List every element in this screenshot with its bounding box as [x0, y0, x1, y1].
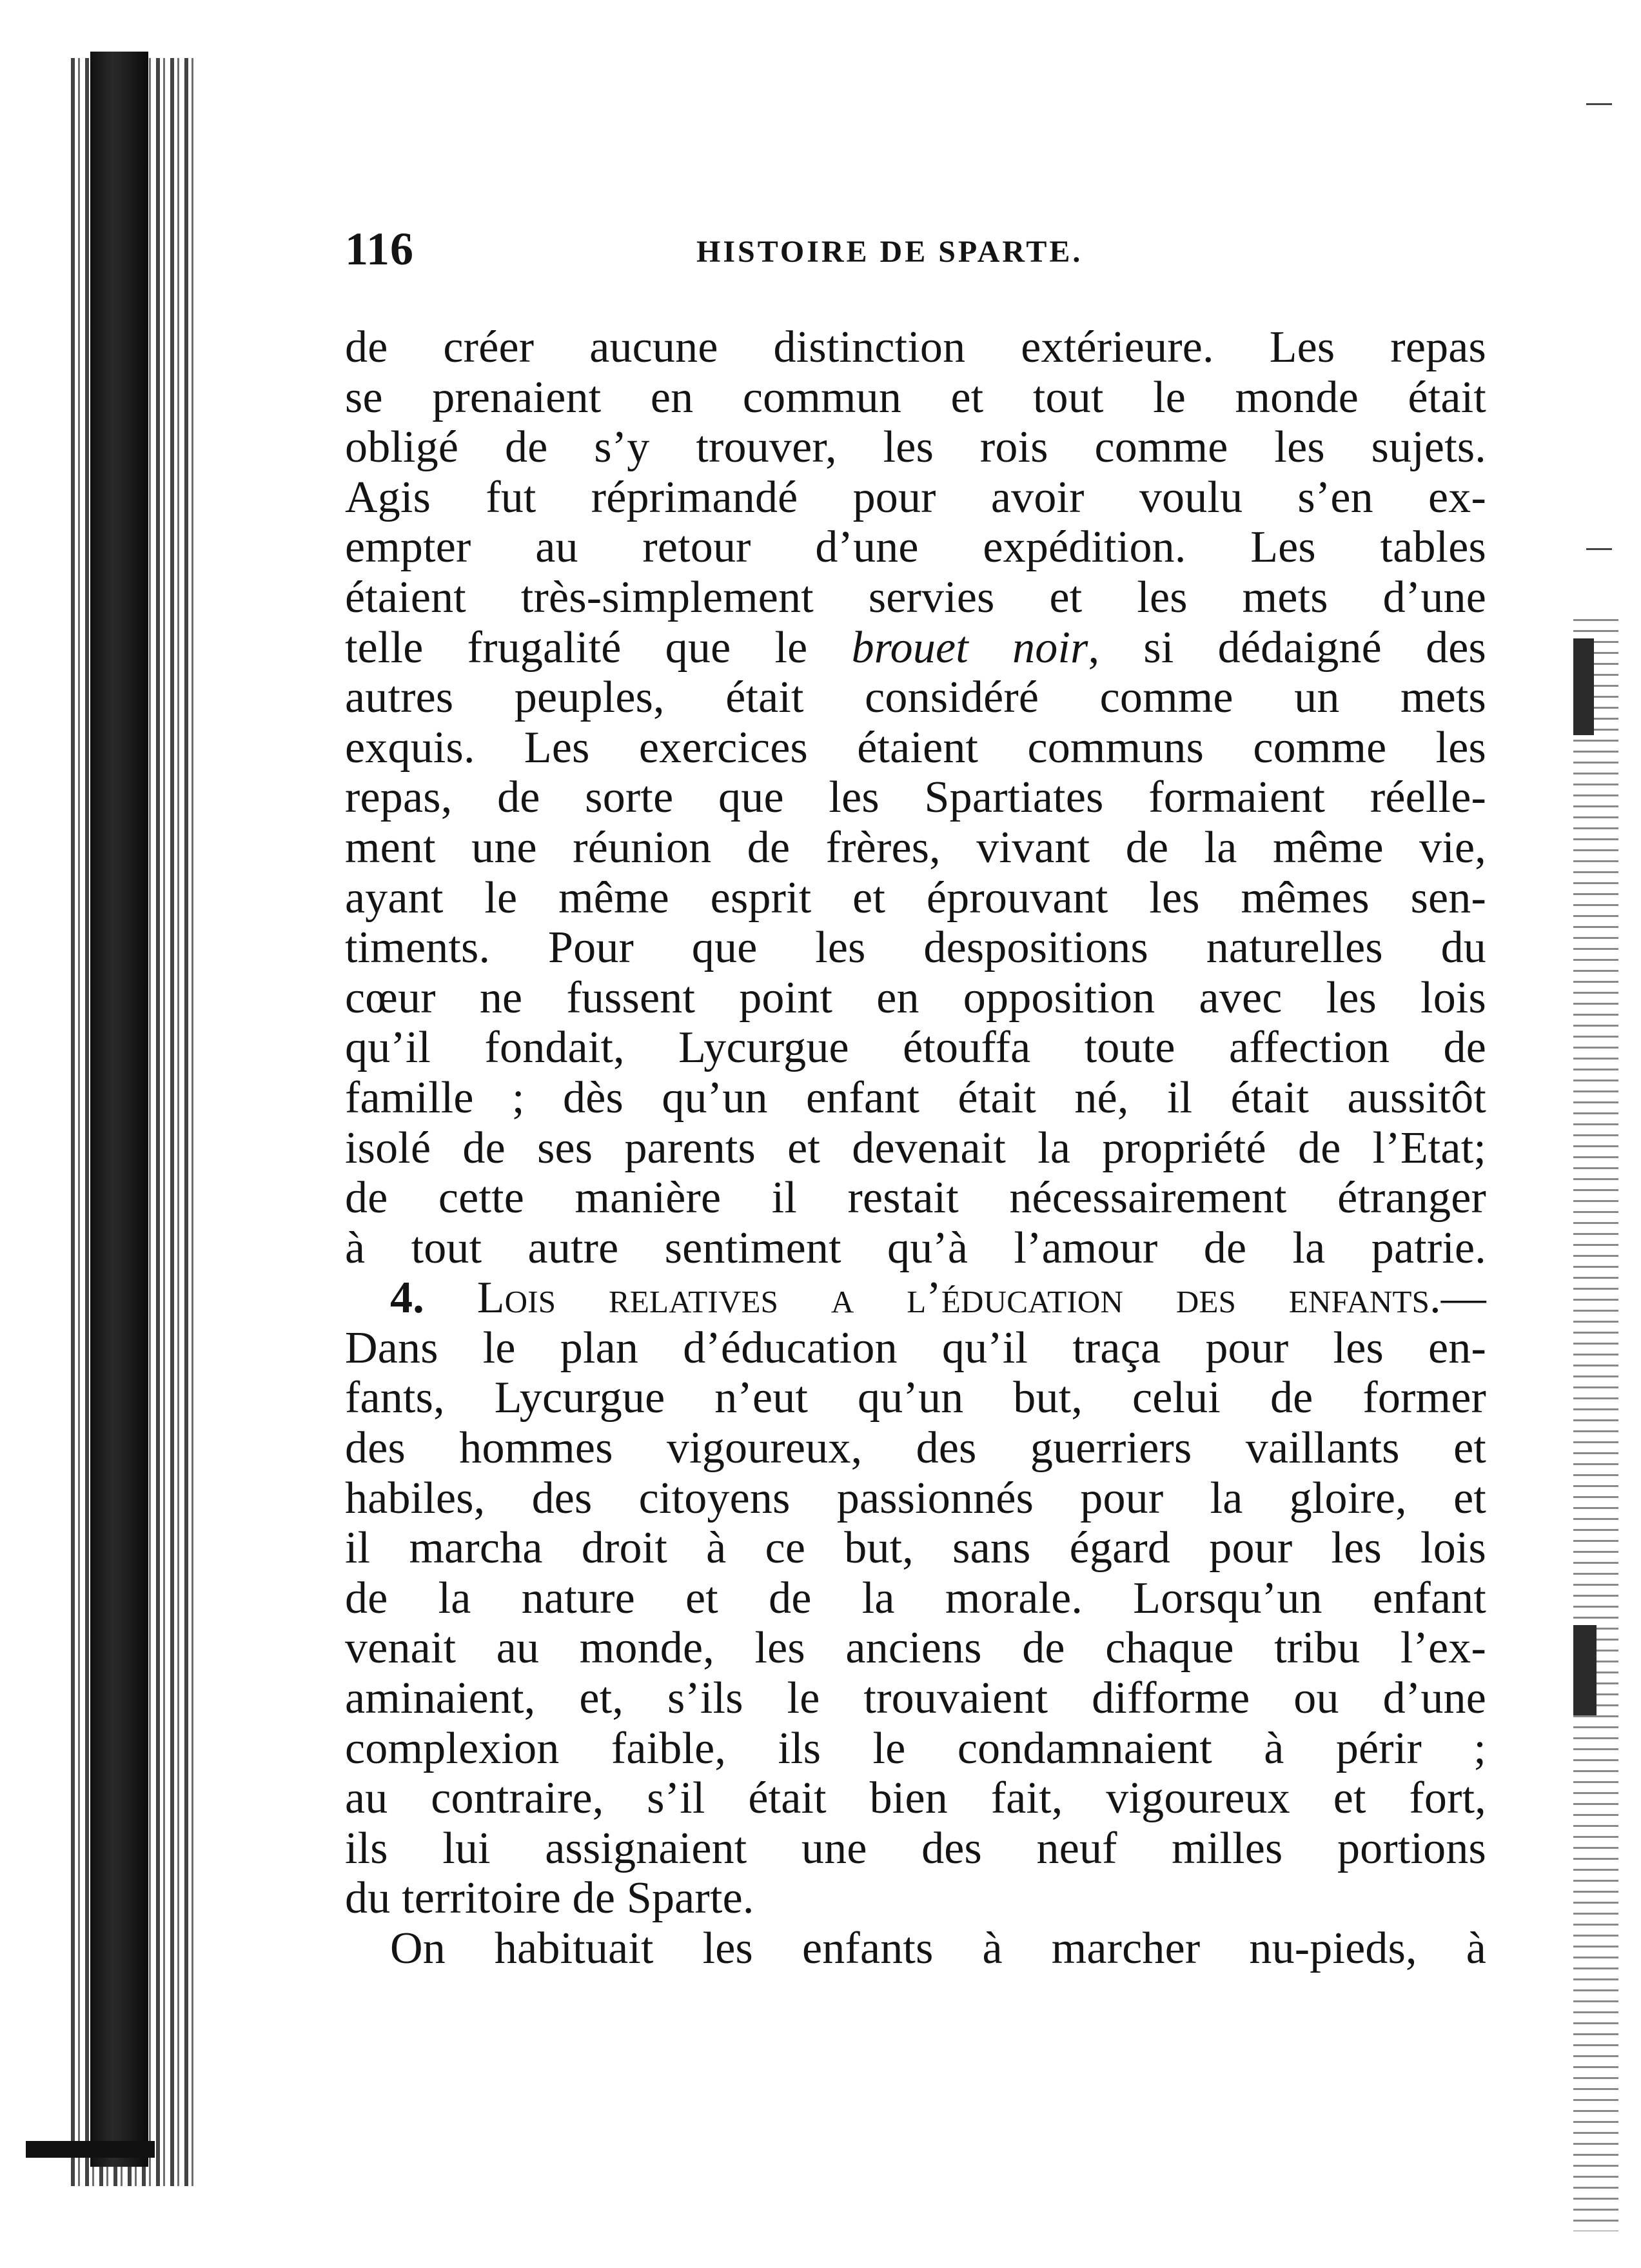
- book-binding-shadow: [90, 52, 148, 2167]
- text-line: fants, Lycurgue n’eut qu’un but, celui de former: [345, 1373, 1486, 1423]
- text-line: Dans le plan d’éducation qu’il traça pour les en-: [345, 1323, 1486, 1373]
- text-line: timents. Pour que les despositions naturelles du: [345, 923, 1486, 973]
- text-line-italic: [345, 623, 1486, 673]
- text-line: qu’il fondait, Lycurgue étouffa toute affection de: [345, 1023, 1486, 1073]
- line-segment: , si dédaigné des: [1088, 622, 1486, 673]
- body-text: [345, 322, 1486, 1974]
- section-heading: [345, 1273, 1486, 1323]
- text-line: repas, de sorte que les Spartiates formaient réelle-: [345, 773, 1486, 823]
- text-line: On habituait les enfants à marcher nu-pieds, à: [390, 1924, 1486, 1973]
- text-line: aminaient, et, s’ils le trouvaient difforme ou d’une: [345, 1673, 1486, 1724]
- line-segment: telle frugalité que le: [345, 622, 852, 673]
- right-edge-tick: [1586, 103, 1612, 105]
- text-line: venait au monde, les anciens de chaque tribu l’ex-: [345, 1623, 1486, 1673]
- text-line: étaient très-simplement servies et les mets d’une: [345, 572, 1486, 622]
- text-line: il marcha droit à ce but, sans égard pour les lois: [345, 1523, 1486, 1573]
- text-line: se prenaient en commun et tout le monde était: [345, 372, 1486, 422]
- text-line: de la nature et de la morale. Lorsqu’un enfant: [345, 1573, 1486, 1623]
- text-line: cœur ne fussent point en opposition avec les lois: [345, 972, 1486, 1023]
- right-edge-mark: [1573, 638, 1594, 735]
- text-line: ayant le même esprit et éprouvant les mêmes sen-: [345, 873, 1486, 923]
- text-line: ment une réunion de frères, vivant de la même vie,: [345, 822, 1486, 873]
- page-header: [345, 222, 1480, 274]
- text-line: à tout autre sentiment qu’à l’amour de la patrie.: [345, 1223, 1486, 1273]
- text-line: ils lui assignaient une des neuf milles portions: [345, 1823, 1486, 1873]
- section-title: Lois relatives a l’éducation des enfants.—: [477, 1273, 1486, 1323]
- section-number: 4.: [390, 1273, 424, 1323]
- text-line: au contraire, s’il était bien fait, vigoureux et fort,: [345, 1773, 1486, 1824]
- text-line: famille ; dès qu’un enfant était né, il était aussitôt: [345, 1072, 1486, 1123]
- text-line: Agis fut réprimandé pour avoir voulu s’en ex-: [345, 472, 1486, 522]
- text-line: habiles, des citoyens passionnés pour la gloire, et: [345, 1473, 1486, 1523]
- text-line: de cette manière il restait nécessairement étranger: [345, 1173, 1486, 1223]
- text-line: isolé de ses parents et devenait la propriété de l’Etat;: [345, 1123, 1486, 1173]
- text-line: exquis. Les exercices étaient communs comme les: [345, 722, 1486, 773]
- text-line: empter au retour d’une expédition. Les tables: [345, 522, 1486, 573]
- text-line: du territoire de Sparte.: [345, 1873, 754, 1924]
- text-line: de créer aucune distinction extérieure. Les repas: [345, 322, 1486, 372]
- text-line: des hommes vigoureux, des guerriers vaillants et: [345, 1423, 1486, 1474]
- binding-base-mark: [26, 2141, 155, 2158]
- italic-term: brouet noir: [851, 622, 1088, 673]
- right-edge-tick: [1586, 548, 1612, 550]
- right-edge-mark: [1573, 1625, 1597, 1715]
- page-number: 116: [345, 223, 415, 275]
- running-head: HISTOIRE DE SPARTE.: [696, 235, 1083, 269]
- right-page-edge: [1573, 619, 1618, 2231]
- text-line: autres peuples, était considéré comme un mets: [345, 673, 1486, 723]
- text-line: obligé de s’y trouver, les rois comme les sujets.: [345, 422, 1486, 473]
- text-line: complexion faible, ils le condamnaient à périr ;: [345, 1723, 1486, 1773]
